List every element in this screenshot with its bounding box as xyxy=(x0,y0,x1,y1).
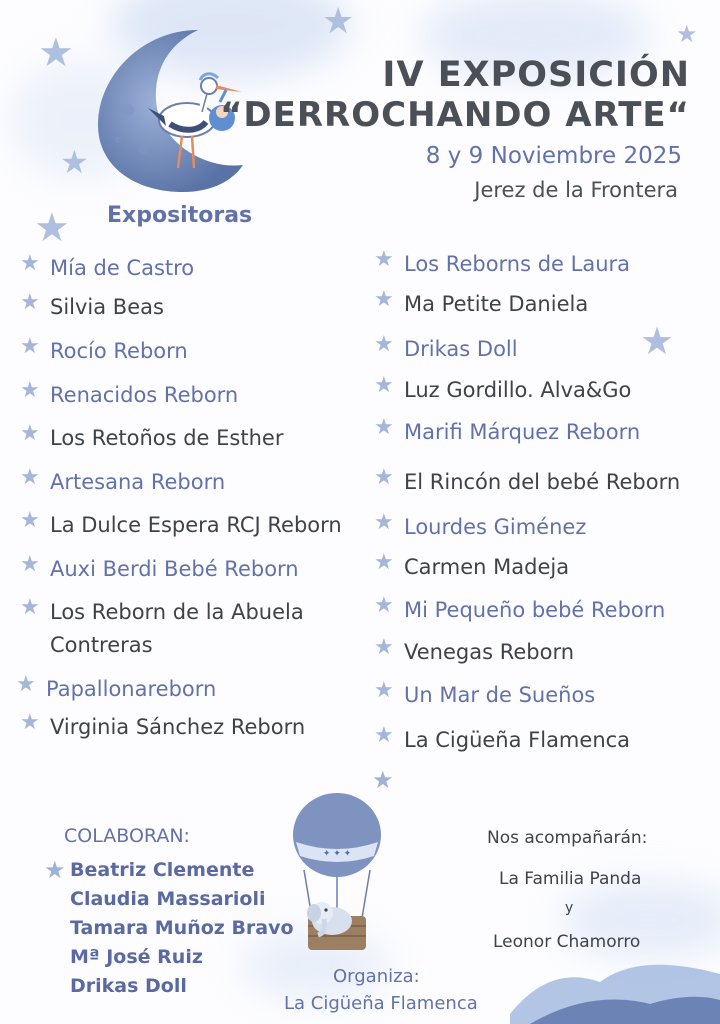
exhibitor-name: Un Mar de Sueños xyxy=(404,683,596,707)
list-item xyxy=(20,291,164,324)
list-item xyxy=(374,551,569,584)
exhibitors-heading: Expositoras xyxy=(107,203,253,228)
event-title-line2: “DERROCHANDO ARTE“ xyxy=(220,95,690,135)
star-icon: ★ xyxy=(374,247,394,272)
exhibitor-name: Drikas Doll xyxy=(404,337,518,361)
list-item xyxy=(20,553,299,586)
exhibitor-name: El Rincón del bebé Reborn xyxy=(404,470,681,494)
exhibitor-name: La Cigüeña Flamenca xyxy=(404,728,631,752)
list-item xyxy=(16,673,216,706)
star-icon: ★ xyxy=(16,672,36,697)
exhibitor-name: Los Retoños de Esther xyxy=(50,426,284,450)
star-icon: ★ xyxy=(374,332,394,357)
list-item xyxy=(20,252,194,285)
star-icon: ★ xyxy=(374,678,394,703)
list-item xyxy=(20,379,238,412)
exhibitor-name: Papallonareborn xyxy=(46,677,217,701)
list-item xyxy=(374,248,630,281)
organizer-name: La Cigüeña Flamenca xyxy=(284,993,478,1014)
exhibitor-name: Lourdes Giménez xyxy=(404,515,587,539)
star-icon: ★ xyxy=(20,334,40,359)
exhibitor-name: Virginia Sánchez Reborn xyxy=(50,715,306,739)
collaborator-name: Claudia Massarioli xyxy=(70,888,266,910)
star-icon: ★ xyxy=(38,30,74,76)
event-city: Jerez de la Frontera xyxy=(474,178,678,202)
list-item xyxy=(374,374,631,407)
list-item xyxy=(20,509,342,542)
list-item xyxy=(374,511,586,544)
star-icon: ★ xyxy=(640,319,675,363)
star-icon: ★ xyxy=(322,1,355,42)
collaborator-name: Mª José Ruiz xyxy=(70,946,203,968)
exhibitor-name: Venegas Reborn xyxy=(404,640,575,664)
list-item xyxy=(20,466,225,499)
exhibitor-name: Mía de Castro xyxy=(50,256,195,280)
star-icon: ★ xyxy=(20,508,40,533)
exhibitor-name: Mi Pequeño bebé Reborn xyxy=(404,598,666,622)
star-icon: ★ xyxy=(20,290,40,315)
event-title-line1: IV EXPOSICIÓN xyxy=(382,55,690,95)
star-icon: ★ xyxy=(374,287,394,312)
exhibitor-name: Artesana Reborn xyxy=(50,470,226,494)
star-icon: ★ xyxy=(20,378,40,403)
list-item xyxy=(20,335,188,368)
exhibitor-name: La Dulce Espera RCJ Reborn xyxy=(50,513,342,537)
list-item xyxy=(374,288,588,321)
svg-text:✦ ✦ ✦: ✦ ✦ ✦ xyxy=(322,849,352,859)
collaborator-name: Beatriz Clemente xyxy=(70,859,255,881)
star-icon: ★ xyxy=(676,20,698,48)
star-icon: ★ xyxy=(372,766,394,794)
event-date: 8 y 9 Noviembre 2025 xyxy=(425,143,682,169)
star-icon: ★ xyxy=(20,421,40,446)
list-item xyxy=(374,636,574,669)
exhibitor-name: Ma Petite Daniela xyxy=(404,292,589,316)
star-icon: ★ xyxy=(20,552,40,577)
list-item xyxy=(20,422,283,455)
star-icon: ★ xyxy=(20,465,40,490)
companion-connector: y xyxy=(565,900,574,916)
companions-heading: Nos acompañarán: xyxy=(487,828,648,848)
companion-name: La Familia Panda xyxy=(499,869,642,889)
star-icon: ★ xyxy=(60,143,89,181)
star-icon: ★ xyxy=(44,856,66,884)
list-item xyxy=(374,416,640,449)
list-item xyxy=(374,466,680,499)
companion-name: Leonor Chamorro xyxy=(493,932,641,952)
star-icon: ★ xyxy=(374,465,394,490)
organizer-heading: Organiza: xyxy=(333,966,420,987)
star-icon: ★ xyxy=(374,635,394,660)
star-icon: ★ xyxy=(374,550,394,575)
exhibitor-name: Silvia Beas xyxy=(50,295,164,319)
exhibitor-name: Los Reborns de Laura xyxy=(404,252,631,276)
star-icon: ★ xyxy=(374,510,394,535)
exhibitor-name: Rocío Reborn xyxy=(50,339,188,363)
elephant-illustration xyxy=(300,893,370,941)
list-item xyxy=(374,724,630,757)
star-icon: ★ xyxy=(20,595,40,620)
exhibitor-name: Auxi Berdi Bebé Reborn xyxy=(50,557,299,581)
star-icon: ★ xyxy=(374,415,394,440)
list-item xyxy=(374,679,595,712)
star-icon: ★ xyxy=(374,373,394,398)
star-icon: ★ xyxy=(374,723,394,748)
exhibitor-name: Los Reborn de la Abuela Contreras xyxy=(50,600,304,657)
exhibitor-name: Luz Gordillo. Alva&Go xyxy=(404,378,632,402)
collaborators-heading: COLABORAN: xyxy=(64,825,190,847)
list-item xyxy=(374,594,665,627)
exhibitor-name: Marifi Márquez Reborn xyxy=(404,420,641,444)
exhibitor-name: Renacidos Reborn xyxy=(50,383,239,407)
star-icon: ★ xyxy=(20,251,40,276)
collaborator-name: Tamara Muñoz Bravo xyxy=(70,917,294,939)
list-item xyxy=(20,711,305,744)
collaborators-list xyxy=(70,856,294,1001)
star-icon: ★ xyxy=(34,205,70,251)
star-icon: ★ xyxy=(20,710,40,735)
collaborator-name: Drikas Doll xyxy=(70,975,187,997)
exhibitor-name: Carmen Madeja xyxy=(404,555,570,579)
list-item xyxy=(20,596,350,661)
star-icon: ★ xyxy=(374,593,394,618)
list-item xyxy=(374,333,518,366)
